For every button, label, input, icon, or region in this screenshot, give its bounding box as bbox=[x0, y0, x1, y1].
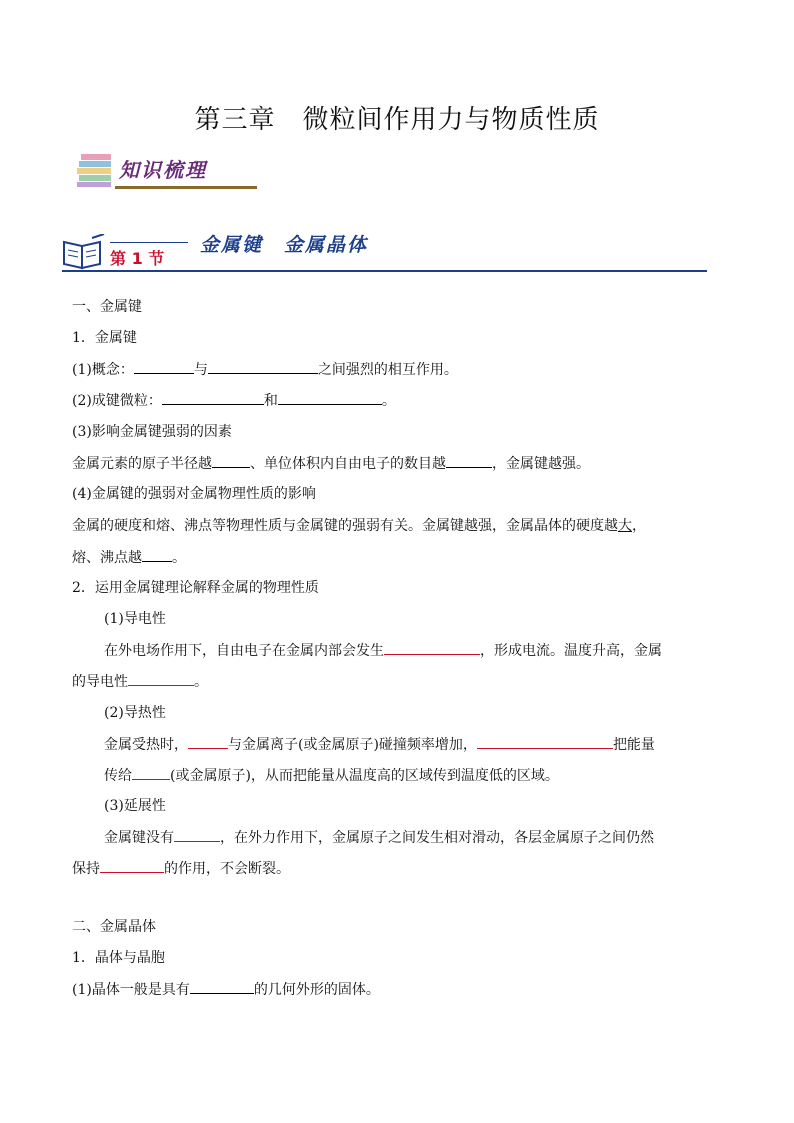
explain-heading: 2．运用金属键理论解释金属的物理性质 bbox=[72, 580, 319, 596]
section-rule-bottom bbox=[62, 270, 707, 272]
section-header bbox=[62, 228, 707, 274]
fill-blank[interactable] bbox=[128, 671, 194, 686]
heading-metallic-crystal: 二、金属晶体 bbox=[72, 919, 156, 935]
banner-label: 知识梳理 bbox=[119, 158, 207, 182]
fill-blank[interactable] bbox=[477, 734, 613, 749]
thermal-line-1: 金属受热时， 与金属离子(或金属原子)碰撞频率增加， 把能量 bbox=[104, 734, 655, 755]
fill-blank[interactable] bbox=[174, 827, 220, 842]
section-number: 第 1 节 bbox=[110, 249, 165, 268]
fill-blank[interactable] bbox=[142, 547, 172, 562]
conductivity-heading: (1)导电性 bbox=[104, 611, 166, 627]
fill-blank[interactable] bbox=[278, 390, 382, 405]
factors-heading: (3)影响金属键强弱的因素 bbox=[72, 424, 232, 440]
effect-heading: (4)金属键的强弱对金属物理性质的影响 bbox=[72, 486, 316, 502]
section-rule-top bbox=[110, 242, 188, 243]
fill-blank[interactable] bbox=[162, 390, 264, 405]
subheading-metallic-bond: 1．金属键 bbox=[72, 330, 137, 346]
fill-blank[interactable] bbox=[132, 765, 170, 780]
ductility-line-1: 金属键没有 ，在外力作用下，金属原子之间发生相对滑动，各层金属原子之间仍然 bbox=[104, 827, 654, 848]
answer-big: 大 bbox=[618, 518, 632, 534]
bonding-particles-line: (2)成键微粒： 和 。 bbox=[72, 390, 396, 411]
effect-line-2: 熔、沸点越 。 bbox=[72, 547, 186, 568]
ductility-line-2: 保持 的作用，不会断裂。 bbox=[72, 858, 290, 879]
fill-blank[interactable] bbox=[208, 359, 318, 374]
concept-line: (1)概念： 与 之间强烈的相互作用。 bbox=[72, 359, 458, 380]
chapter-title: 第三章 微粒间作用力与物质性质 bbox=[194, 105, 600, 135]
section-title: 金属键 金属晶体 bbox=[200, 234, 369, 256]
factors-line: 金属元素的原子半径越 、单位体积内自由电子的数目越 ，金属键越强。 bbox=[72, 453, 590, 474]
conductivity-line-1: 在外电场作用下，自由电子在金属内部会发生 ，形成电流。温度升高，金属 bbox=[104, 640, 662, 661]
thermal-heading: (2)导热性 bbox=[104, 705, 166, 721]
banner-underline bbox=[115, 186, 257, 189]
fill-blank[interactable] bbox=[134, 359, 194, 374]
fill-blank[interactable] bbox=[188, 734, 228, 749]
fill-blank[interactable] bbox=[100, 858, 164, 873]
crystal-line: (1)晶体一般是具有 的几何外形的固体。 bbox=[72, 979, 380, 1000]
subheading-crystal-cell: 1．晶体与晶胞 bbox=[72, 950, 165, 966]
conductivity-line-2: 的导电性 。 bbox=[72, 671, 208, 692]
fill-blank[interactable] bbox=[384, 640, 480, 655]
fill-blank[interactable] bbox=[212, 453, 250, 468]
fill-blank[interactable] bbox=[446, 453, 492, 468]
thermal-line-2: 传给 (或金属原子)，从而把能量从温度高的区域传到温度低的区域。 bbox=[104, 765, 559, 786]
knowledge-banner bbox=[75, 150, 265, 198]
effect-line-1: 金属的硬度和熔、沸点等物理性质与金属键的强弱有关。金属键越强，金属晶体的硬度越大， bbox=[72, 518, 646, 534]
books-icon bbox=[75, 150, 117, 190]
open-book-icon bbox=[62, 234, 106, 270]
fill-blank[interactable] bbox=[190, 979, 254, 994]
heading-metallic-bond: 一、金属键 bbox=[72, 299, 142, 315]
ductility-heading: (3)延展性 bbox=[104, 798, 166, 814]
